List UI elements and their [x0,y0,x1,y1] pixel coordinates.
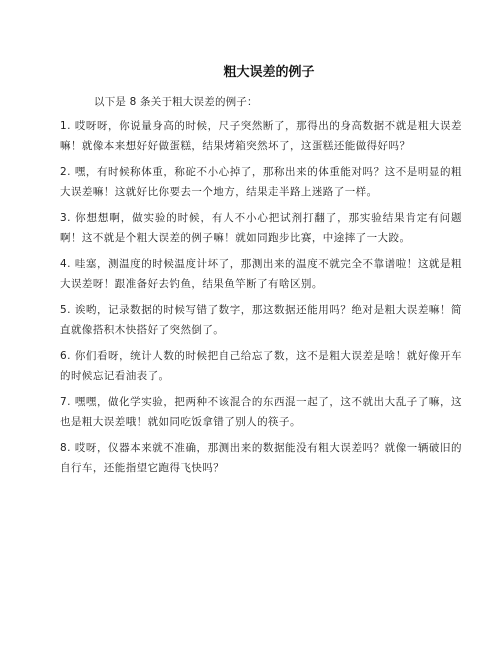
example-item-7: 7. 嘿嘿，做化学实验，把两种不该混合的东西混一起了，这不就出大乱子了嘛，这也是粗大误差哦！就如同吃饭拿错了别人的筷子。 [60,396,462,428]
example-item-5: 5. 诶哟，记录数据的时候写错了数字，那这数据还能用吗？绝对是粗大误差嘛！简直就像搭积木快搭好了突然倒了。 [60,304,462,336]
example-item-6: 6. 你们看呀，统计人数的时候把自己给忘了数，这不是粗大误差是啥！就好像开车的时候忘记看油表了。 [60,350,462,382]
example-item-1: 1. 哎呀呀，你说量身高的时候，尺子突然断了，那得出的身高数据不就是粗大误差嘛！就像本来想好好做蛋糕，结果烤箱突然坏了，这蛋糕还能做得好吗？ [60,120,462,152]
document-intro: 以下是 8 条关于粗大误差的例子： [94,96,258,108]
example-item-4: 4. 哇塞，测温度的时候温度计坏了，那测出来的温度不就完全不靠谱啦！这就是粗大误差呀！跟准备好去钓鱼，结果鱼竿断了有啥区别。 [60,258,462,290]
document-title: 粗大误差的例子 [223,65,315,80]
example-item-2: 2. 嘿，有时候称体重，称砣不小心掉了，那称出来的体重能对吗？这不是明显的粗大误差嘛！这就好比你要去一个地方，结果走半路上迷路了一样。 [60,166,462,198]
example-list [60,116,462,478]
example-item-3: 3. 你想想啊，做实验的时候，有人不小心把试剂打翻了，那实验结果肯定有问题啊！这不就是个粗大误差的例子嘛！就如同跑步比赛，中途摔了一大跤。 [60,212,462,244]
example-item-8: 8. 哎呀，仪器本来就不准确，那测出来的数据能没有粗大误差吗？就像一辆破旧的自行车，还能指望它跑得飞快吗？ [60,442,462,474]
